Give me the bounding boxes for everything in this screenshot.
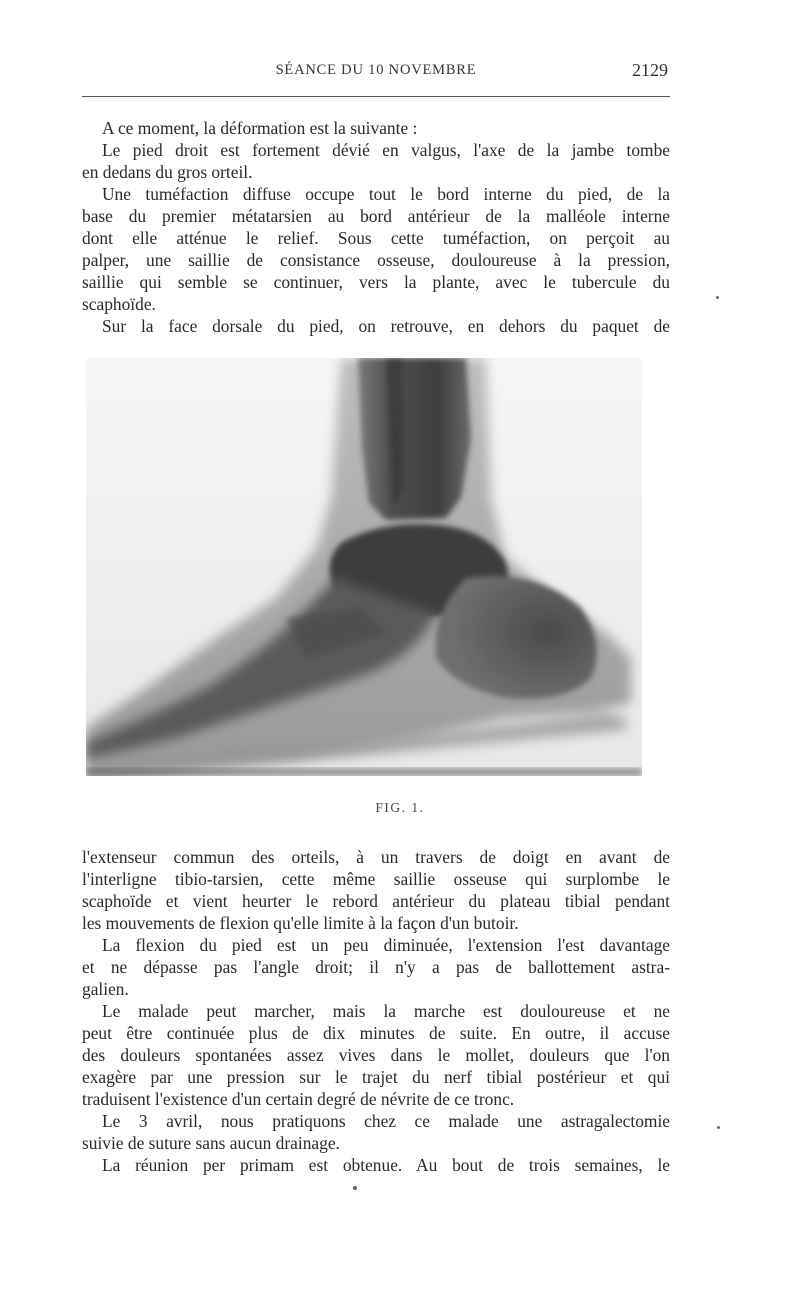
paragraph-line: Sur la face dorsale du pied, on retrouve, en dehors du paquet de: [102, 316, 670, 336]
figure-caption: FIG. 1.: [375, 800, 425, 815]
paragraph-line: des douleurs spontanées assez vives dans le mollet, douleurs que l'on: [82, 1045, 670, 1065]
paragraph-line: traduisent l'existence d'un certain degré de névrite de ce tronc.: [82, 1089, 515, 1109]
paragraph-line: Le pied droit est fortement dévié en valgus, l'axe de la jambe tombe: [102, 140, 670, 160]
running-head: [82, 58, 670, 86]
paragraph-line: base du premier métatarsien au bord antérieur de la malléole interne: [82, 206, 670, 226]
paragraph-line: scaphoïde.: [82, 294, 156, 314]
xray-figure: [86, 358, 642, 776]
paragraph-line: les mouvements de flexion qu'elle limite à la façon d'un butoir.: [82, 913, 519, 933]
paragraph-line: A ce moment, la déformation est la suivante :: [102, 118, 418, 138]
running-title: SÉANCE DU 10 NOVEMBRE: [275, 62, 477, 78]
paragraph-line: scaphoïde et vient heurter le rebord antérieur du plateau tibial pendant: [82, 891, 670, 911]
page-number: 2129: [632, 60, 668, 80]
paragraph-line: galien.: [82, 979, 129, 999]
print-speck: [716, 296, 719, 299]
print-speck: [717, 1126, 720, 1129]
paragraph-line: dont elle atténue le relief. Sous cette tuméfaction, on perçoit au: [82, 228, 670, 248]
paragraph-line: suivie de suture sans aucun drainage.: [82, 1133, 340, 1153]
text-block-bottom: [82, 846, 670, 1176]
paragraph-line: l'extenseur commun des orteils, à un travers de doigt en avant de: [82, 847, 670, 867]
paragraph-line: en dedans du gros orteil.: [82, 162, 253, 182]
xray-foot-image: [86, 358, 642, 776]
paragraph-line: et ne dépasse pas l'angle droit; il n'y a pas de ballottement astra-: [82, 957, 670, 977]
print-speck: [353, 1186, 357, 1190]
paragraph-line: Une tuméfaction diffuse occupe tout le bord interne du pied, de la: [102, 184, 670, 204]
paragraph-line: La flexion du pied est un peu diminuée, l'extension l'est davantage: [102, 935, 670, 955]
paragraph-line: palper, une saillie de consistance osseuse, douloureuse à la pression,: [82, 250, 670, 270]
paragraph-line: l'interligne tibio-tarsien, cette même saillie osseuse qui surplombe le: [82, 869, 670, 889]
paragraph-line: Le malade peut marcher, mais la marche est douloureuse et ne: [102, 1001, 670, 1021]
paragraph-line: La réunion per primam est obtenue. Au bout de trois semaines, le: [102, 1155, 670, 1175]
paragraph-line: exagère par une pression sur le trajet du nerf tibial postérieur et qui: [82, 1067, 670, 1087]
paragraph-line: Le 3 avril, nous pratiquons chez ce malade une astragalectomie: [102, 1111, 670, 1131]
header-rule: [82, 96, 670, 97]
text-block-top: [82, 117, 670, 337]
paragraph-line: saillie qui semble se continuer, vers la plante, avec le tubercule du: [82, 272, 670, 292]
paragraph-line: peut être continuée plus de dix minutes de suite. En outre, il accuse: [82, 1023, 670, 1043]
